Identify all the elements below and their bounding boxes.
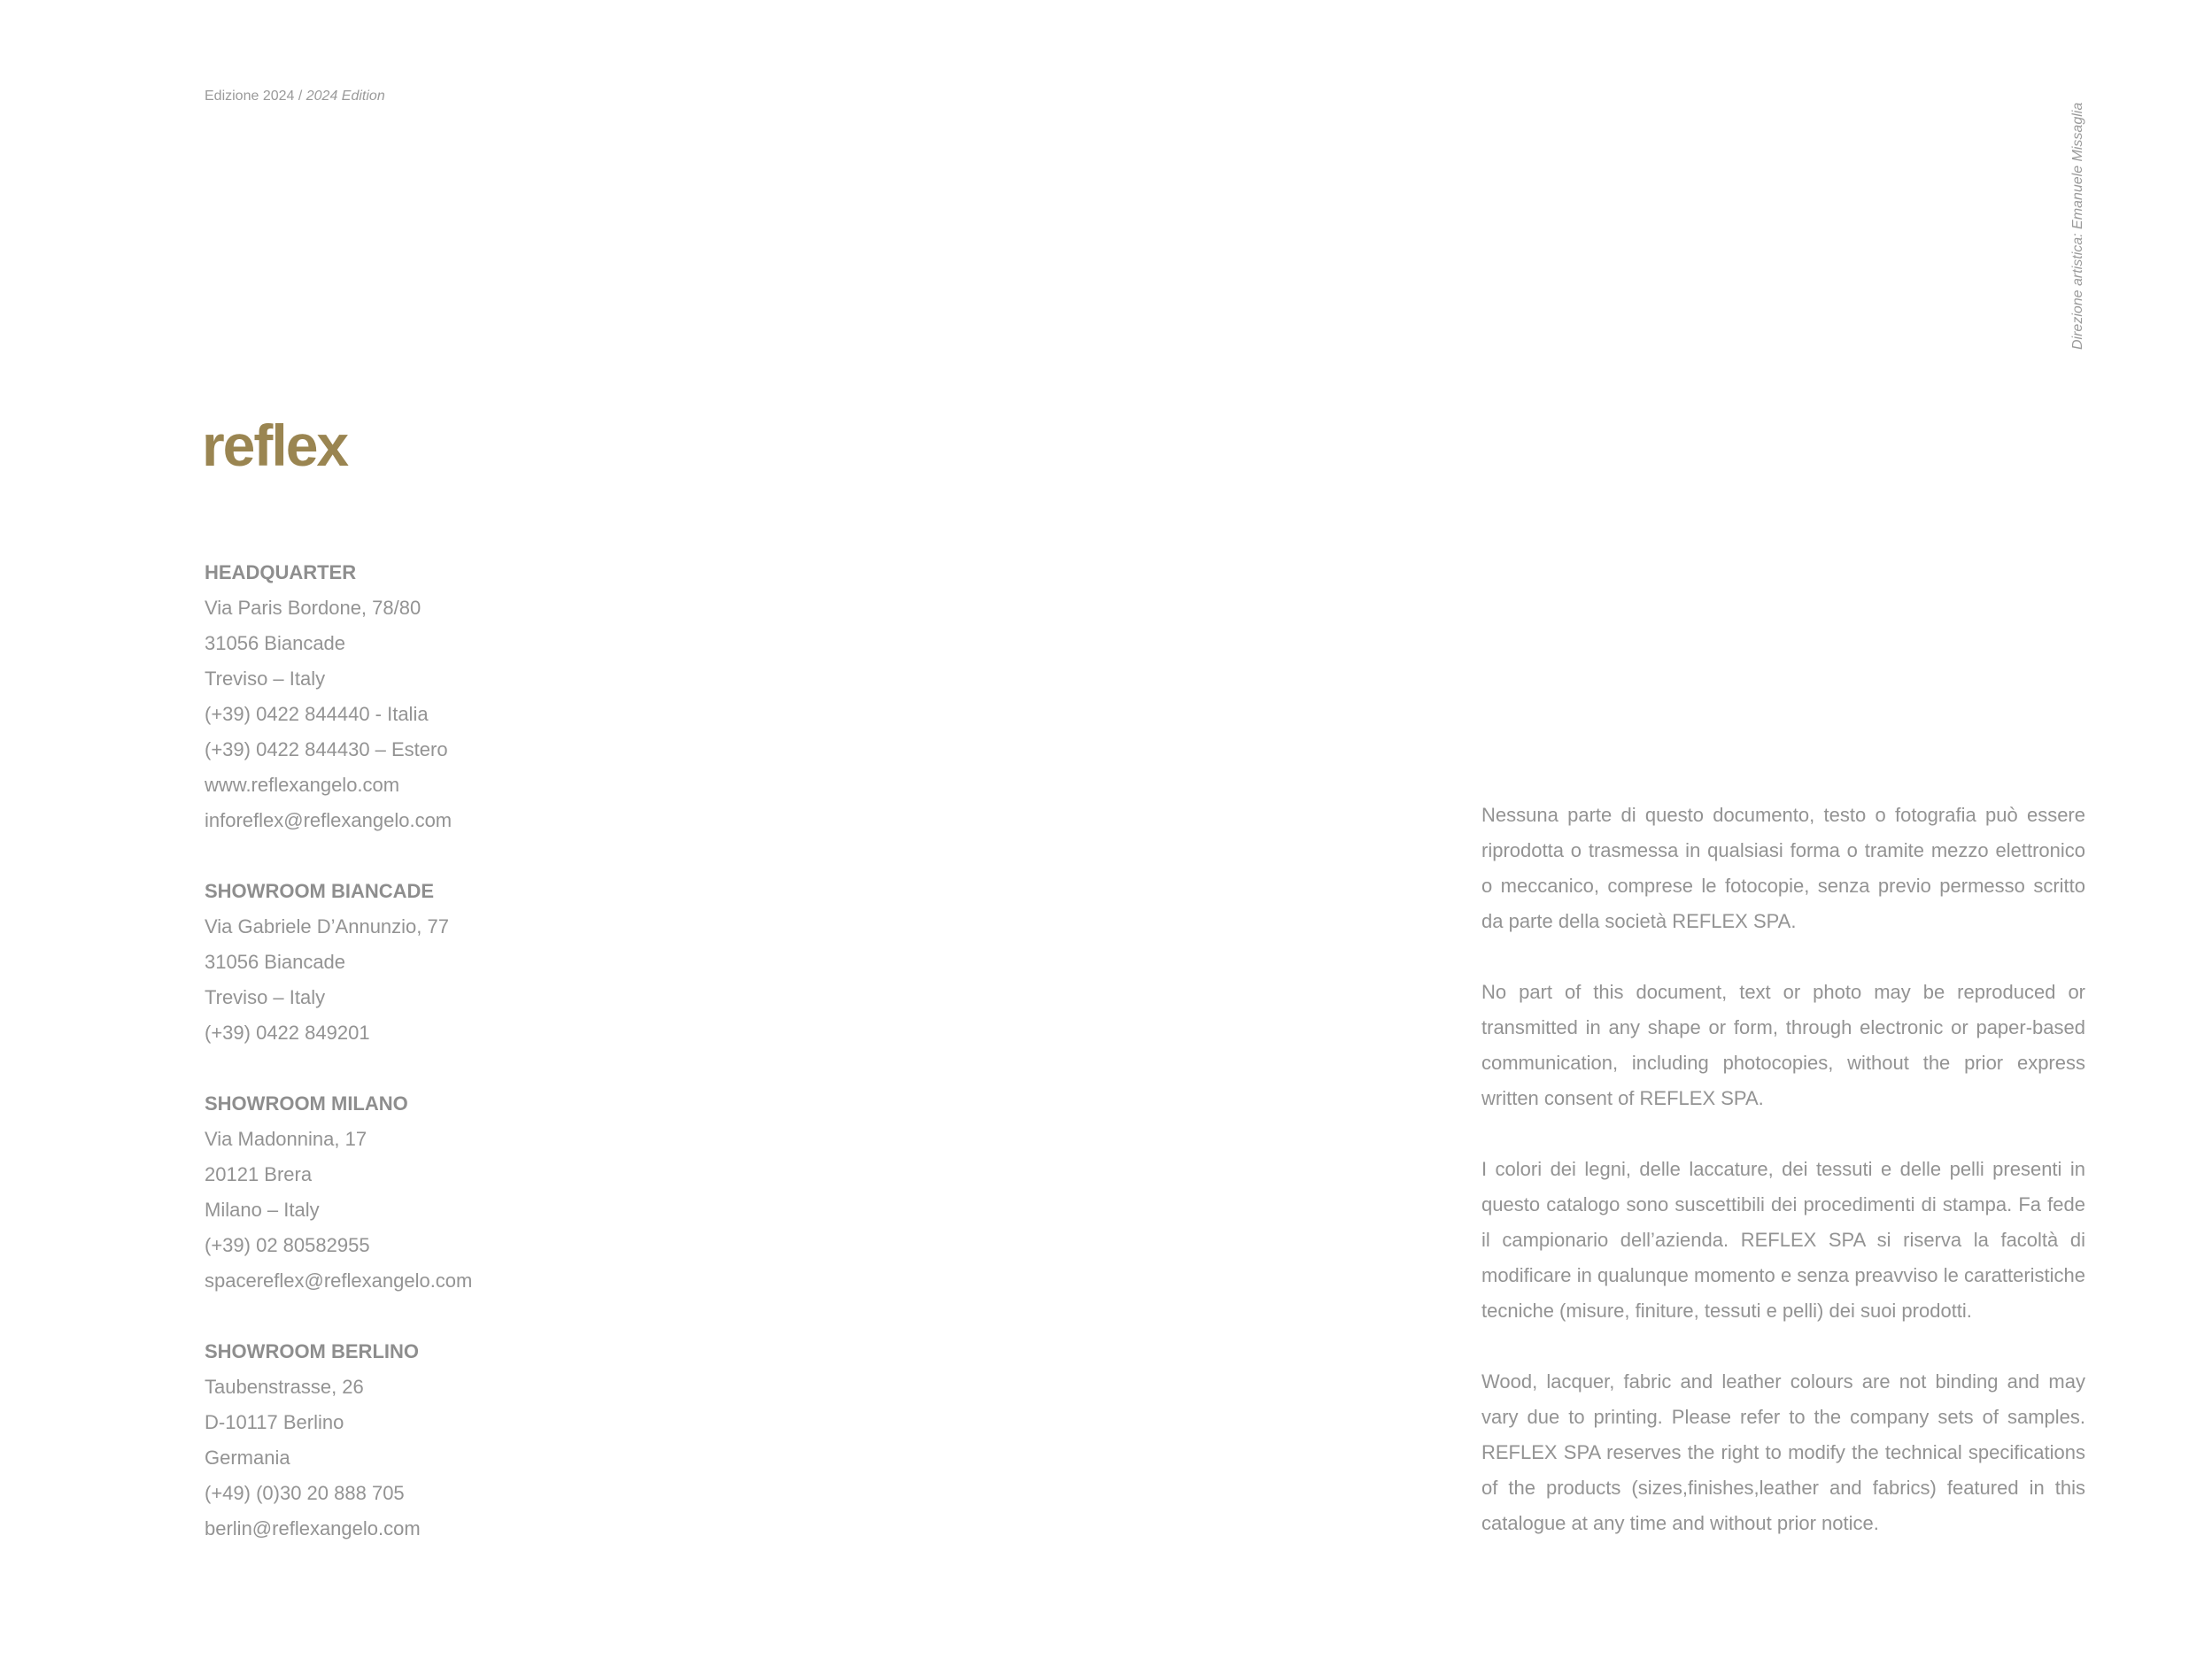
showroom-milano-phone: (+39) 02 80582955 — [205, 1234, 370, 1256]
showroom-berlino-title: SHOWROOM BERLINO — [205, 1340, 419, 1362]
showroom-biancade-postcode: 31056 Biancade — [205, 951, 346, 973]
edition-italian: Edizione 2024 / — [205, 89, 306, 104]
headquarter-phone-abroad: (+39) 0422 844430 – Estero — [205, 738, 448, 760]
showroom-biancade-street: Via Gabriele D’Annunzio, 77 — [205, 915, 449, 938]
edition-english: 2024 Edition — [306, 89, 385, 104]
reflex-logo: reflex — [202, 413, 348, 478]
copyright-notice-english: No part of this document, text or photo may be reproduced or transmitted in any shape or form, through electronic or paper-based communication, including photocopies, without the prior express written consent of REFLEX SPA. — [1481, 981, 2085, 1109]
showroom-biancade-block — [205, 874, 824, 1051]
showroom-milano-postcode: 20121 Brera — [205, 1163, 313, 1185]
headquarter-phone-italy: (+39) 0422 844440 - Italia — [205, 703, 429, 725]
showroom-berlino-phone: (+49) (0)30 20 888 705 — [205, 1482, 405, 1504]
art-direction-credit: Direzione artistica: Emanuele Missaglia — [2070, 102, 2085, 350]
headquarter-email: inforeflex@reflexangelo.com — [205, 809, 452, 831]
showroom-biancade-title: SHOWROOM BIANCADE — [205, 880, 435, 902]
showroom-berlino-email: berlin@reflexangelo.com — [205, 1517, 421, 1539]
headquarter-postcode: 31056 Biancade — [205, 632, 346, 654]
showroom-milano-street: Via Madonnina, 17 — [205, 1128, 367, 1150]
showroom-milano-city: Milano – Italy — [205, 1199, 320, 1221]
showroom-milano-title: SHOWROOM MILANO — [205, 1092, 408, 1115]
headquarter-title: HEADQUARTER — [205, 561, 357, 583]
colour-disclaimer-english: Wood, lacquer, fabric and leather colours are not binding and may vary due to printing. Please refer to the company sets of samples. REFLEX SPA reserves the right to modify the technical specifications of the products (sizes,finishes,leather and fabrics) featured in this catalogue at any time and without prior notice. — [1481, 1370, 2085, 1534]
showroom-biancade-phone: (+39) 0422 849201 — [205, 1022, 370, 1044]
showroom-milano-block — [205, 1086, 824, 1299]
showroom-berlino-block — [205, 1334, 824, 1547]
headquarter-block — [205, 555, 824, 838]
copyright-notice-italian: Nessuna parte di questo documento, testo o fotografia può essere riprodotta o trasmessa in qualsiasi forma o tramite mezzo elettronico o meccanico, comprese le fotocopie, senza previo permesso scritto da parte della società REFLEX SPA. — [1481, 804, 2085, 932]
legal-notice-column — [1481, 798, 2085, 1541]
colour-disclaimer-italian: I colori dei legni, delle laccature, dei tessuti e delle pelli presenti in questo catalogo sono suscettibili dei procedimenti di stampa. Fa fede il campionario dell’azienda. REFLEX SPA si riserva la facoltà di modificare in qualunque momento e senza preavviso le caratteristiche tecniche (misure, finiture, tessuti e pelli) dei suoi prodotti. — [1481, 1158, 2085, 1322]
showroom-biancade-city: Treviso – Italy — [205, 986, 326, 1008]
showroom-berlino-country: Germania — [205, 1447, 290, 1469]
headquarter-street: Via Paris Bordone, 78/80 — [205, 597, 422, 619]
showroom-berlino-postcode: D-10117 Berlino — [205, 1411, 344, 1433]
contacts-column — [205, 555, 824, 1547]
showroom-berlino-street: Taubenstrasse, 26 — [205, 1376, 364, 1398]
edition-label — [205, 89, 385, 104]
headquarter-website: www.reflexangelo.com — [205, 774, 400, 796]
headquarter-city: Treviso – Italy — [205, 667, 326, 690]
showroom-milano-email: spacereflex@reflexangelo.com — [205, 1269, 473, 1292]
